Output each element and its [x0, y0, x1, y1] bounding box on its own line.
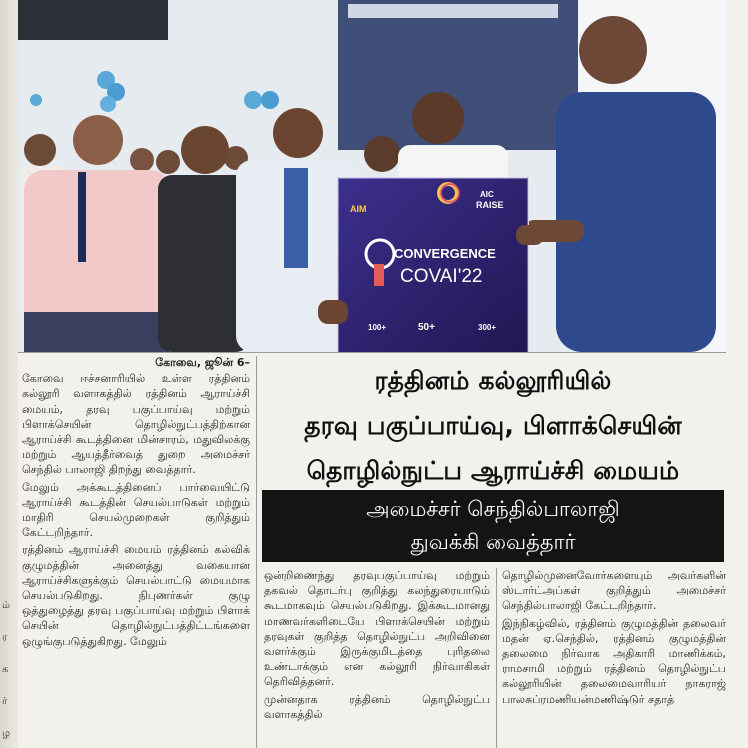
person-head: [156, 150, 180, 174]
poster-brand-right-top: AIC: [480, 190, 494, 199]
poster-rocket: [374, 264, 384, 286]
poster-brand-left: AIM: [350, 204, 367, 214]
article-paragraph: ரத்தினம் ஆராய்ச்சி மையம் ரத்தினம் கல்விக் குழுமத்தின் அனைத்து வகையான ஆராய்ச்சிகளுக்கும் செயல்பாட்டு மையமாக செயல்படுகிறது. நிபுணர்கள் குழு ஒத்துழைத்து தரவு பகுப்பாய்வு மற்றும் பிளாக் செயின் தொழில்நுட்பத்திட்டங்களை ஒழுங்குபடுத்துகிறது. மேலும்: [22, 543, 250, 648]
column-rule: [496, 568, 497, 748]
article-paragraph: மேலும் அக்கூடத்தினைப் பார்வையிட்டு ஆராய்ச்சி கூடத்தின் செயல்பாடுகள் மற்றும் மாதிரி செயல்முறைகள் குறித்தும் கேட்டறிந்தார்.: [22, 480, 250, 540]
person-head: [73, 115, 123, 165]
person-head: [130, 148, 154, 172]
balloon: [244, 91, 262, 109]
adjacent-column-strip: [0, 0, 18, 748]
headline-line: ரத்தினம் கல்லூரியில்: [374, 366, 612, 395]
event-photo: [18, 0, 726, 353]
backdrop-lights: [348, 4, 558, 18]
article-column-1: [22, 355, 250, 651]
article-column-3: [502, 568, 726, 709]
article-paragraph: இந்நிகழ்வில், ரத்தினம் குழுமத்தின் தலைவர் மதன் ஏ.செந்தில், ரத்தினம் குழுமத்தின் தலைமை நிர்வாக அதிகாரி மாணிக்கம், ராமசாமி மற்றும் ரத்தினம் தொழில்நுட்ப கல்லூரியின் தலைமைவாரியர் நாகராஜ் பாலசுப்ரமணியன்மணிஷ்டுர் சதாத்: [502, 616, 726, 706]
trousers: [24, 312, 170, 352]
subheadline-banner: [262, 490, 724, 562]
headline-block: [258, 358, 728, 493]
subhead-line: அமைச்சர் செந்தில்பாலாஜி: [366, 497, 620, 521]
poster-title-bottom: COVAI'22: [400, 266, 483, 287]
headline-line: தொழில்நுட்ப ஆராய்ச்சி மையம்: [306, 456, 680, 485]
person-head: [579, 16, 647, 84]
wall-screen: [18, 0, 168, 40]
hand: [516, 225, 544, 245]
person-head: [24, 134, 56, 166]
blue-shirt: [284, 168, 308, 268]
headline-line: தரவு பகுப்பாய்வு, பிளாக்செயின்: [304, 411, 682, 440]
article-paragraph: தொழில்முனைவோர்களையும் அவர்களின் ஸ்டார்ட்அப்கள் குறித்தும் அமைச்சர் செந்தில்பாலாஜி கேட்டறிந்தார்.: [502, 569, 726, 613]
article-paragraph: கோவை ஈச்சனாரியில் உள்ள ரத்தினம் கல்லூரி வளாகத்தில் ரத்தினம் ஆராய்ச்சி மையம், தரவு பகுப்பாய்வு மற்றும் பிளாக்செயின் தொழில்நுட்பத்திற்கான ஆராய்ச்சி கூடத்தினை மின்சாரம், மதுவிலக்கு மற்றும் ஆயத்தீர்வைத் துறை அமைச்சர் செந்தில் பாலாஜி திறந்து வைத்தார்.: [22, 372, 250, 477]
convergence-poster: [338, 178, 528, 352]
person-head: [181, 126, 229, 174]
person-head: [412, 92, 464, 144]
strip-fragment: ர: [2, 632, 8, 643]
strip-fragment: க: [2, 664, 9, 675]
strip-fragment: ர்: [2, 696, 8, 707]
poster-stat-2: 50+: [418, 322, 435, 333]
article-column-2: [264, 568, 490, 724]
person-head: [364, 136, 400, 172]
balloon: [30, 94, 42, 106]
poster-brand-right-bottom: RAISE: [476, 200, 504, 210]
balloon: [261, 91, 279, 109]
article-paragraph: முன்னதாக ரத்தினம் தொழில்நுட்ப வளாகத்தில்: [264, 692, 490, 721]
balloon: [100, 96, 116, 112]
dateline: கோவை, ஜூன் 6–: [155, 356, 250, 369]
strip-fragment: ம்: [2, 600, 11, 611]
article-paragraph: ஒன்றிணைந்து தரவுபகுப்பாய்வு மற்றும் தகவல் தொடர்பு குறித்து கலந்துரையாடும் கூடமாகவும் செயல்படுகிறது. இக்கூடமானது மாணவர்களிடையே பிளாக்செயின் மற்றும் தரவுகள் குறித்த தொழில்நுட்ப அறிவினை வளர்க்கும் இருக்குமிடத்தை புரிதலை உண்டாக்கும் என கல்லூரி நிர்வாகிகள் தெரிவித்தனர்.: [264, 569, 490, 689]
poster-stat-1: 100+: [368, 323, 387, 332]
subhead-line: துவக்கி வைத்தார்: [410, 530, 576, 554]
person-head: [273, 108, 323, 158]
hand: [318, 300, 348, 324]
strip-fragment: ழ: [2, 728, 11, 739]
column-rule: [256, 356, 257, 748]
poster-title-top: CONVERGENCE: [394, 246, 496, 261]
lanyard: [78, 172, 86, 262]
poster-stat-3: 300+: [478, 323, 497, 332]
photo-illustration: [18, 0, 726, 352]
